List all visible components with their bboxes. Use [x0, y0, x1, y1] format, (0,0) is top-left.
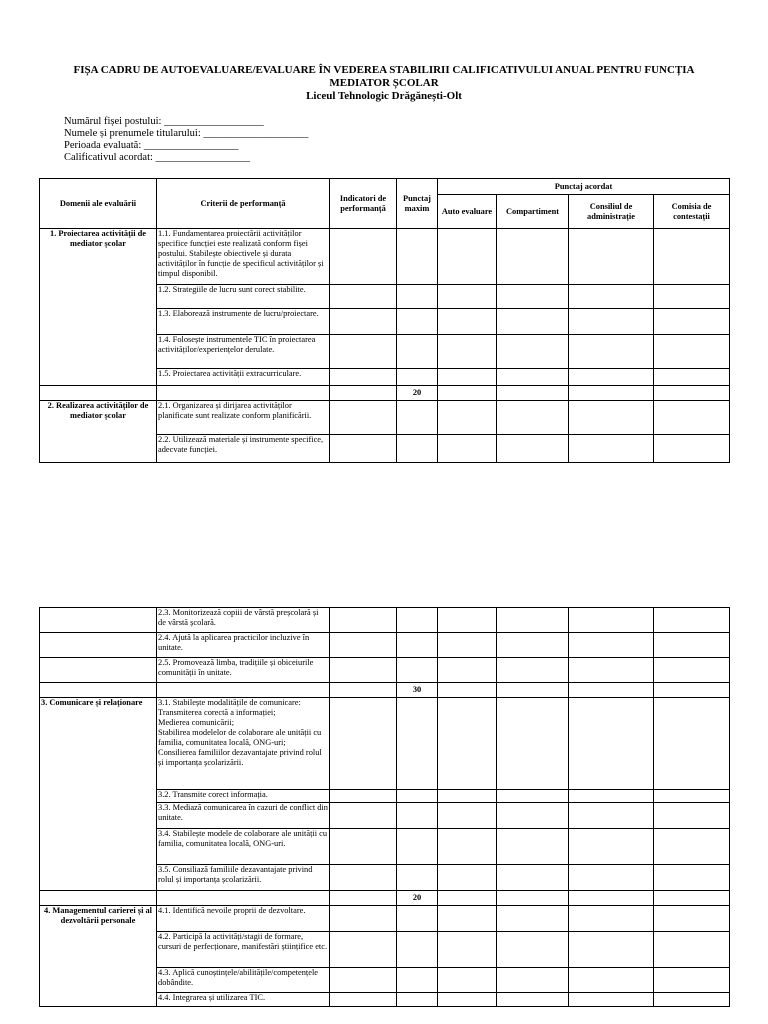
table-row: [40, 401, 730, 435]
criterion-2-3: 2.3. Monitorizează copiii de vârstă preșcolară și de vârstă școlară.: [157, 608, 330, 633]
subtotal-row: [40, 683, 730, 698]
table-row: [40, 229, 730, 285]
field-fisa-postului: Numărul fișei postului: ___________________: [64, 116, 264, 127]
header-comisia: Comisia de contestații: [654, 195, 730, 229]
header-compartiment: Compartiment: [497, 195, 569, 229]
criterion-3-3: 3.3. Mediază comunicarea în cazuri de conflict din unitate.: [157, 803, 330, 829]
criterion-2-2: 2.2. Utilizează materiale și instrumente specifice, adecvate funcției.: [157, 435, 330, 463]
criterion-2-4: 2.4. Ajută la aplicarea practicilor incluzive în unitate.: [157, 633, 330, 658]
evaluation-table-page-2: [39, 607, 730, 1007]
points-domain-2: 30: [397, 683, 438, 698]
criterion-3-2: 3.2. Transmite corect informația.: [157, 790, 330, 803]
domain-2: 2. Realizarea activităților de mediator școlar: [40, 401, 157, 463]
domain-1: 1. Proiectarea activității de mediator școlar: [40, 229, 157, 386]
title-line-2: MEDIATOR ȘCOLAR: [329, 77, 439, 89]
header-punctaj-acordat: Punctaj acordat: [438, 179, 730, 195]
criterion-1-5: 1.5. Proiectarea activității extracurriculare.: [157, 369, 330, 386]
criterion-1-1: 1.1. Fundamentarea proiectării activităților specifice funcției este realizată conform fișei postului. Stabilește obiectivele și durata activităților în funcție de specificul activităților și timpul disponibil.: [157, 229, 330, 285]
criterion-4-2: 4.2. Participă la activități/stagii de formare, cursuri de perfecționare, manifestări științifice etc.: [157, 932, 330, 968]
field-nume-titular: Numele și prenumele titularului: ____________________: [64, 128, 309, 139]
evaluation-table-page-1: [39, 178, 730, 463]
header-domenii: Domenii ale evaluării: [40, 179, 157, 229]
criterion-1-2: 1.2. Strategiile de lucru sunt corect stabilite.: [157, 285, 330, 309]
field-perioada: Perioada evaluată: __________________: [64, 140, 239, 151]
subtotal-row: [40, 891, 730, 906]
points-domain-3: 20: [397, 891, 438, 906]
header-punctaj-maxim: Punctaj maxim: [397, 179, 438, 229]
header-auto-evaluare: Auto evaluare: [438, 195, 497, 229]
domain-3: 3. Comunicare și relaționare: [40, 698, 157, 891]
criterion-4-3: 4.3. Aplică cunoștințele/abilitățile/competențele dobândite.: [157, 968, 330, 993]
title-line-1: FIȘA CADRU DE AUTOEVALUARE/EVALUARE ÎN VEDEREA STABILIRII CALIFICATIVULUI ANUAL PENTRU FUNCȚIA: [73, 64, 695, 76]
criterion-3-4: 3.4. Stabilește modele de colaborare ale unității cu familia, comunitatea locală, ONG-uri.: [157, 829, 330, 865]
field-calificativ: Calificativul acordat: __________________: [64, 152, 251, 163]
criterion-4-4: 4.4. Integrarea și utilizarea TIC.: [157, 993, 330, 1007]
header-indicatori: Indicatori de performanță: [330, 179, 397, 229]
criterion-2-1: 2.1. Organizarea și dirijarea activităților planificate sunt realizate conform planificării.: [157, 401, 330, 435]
points-domain-1: 20: [397, 386, 438, 401]
domain-4: 4. Managementul carierei și al dezvoltării personale: [40, 906, 157, 1007]
header-criterii: Criterii de performanță: [157, 179, 330, 229]
table-row: [40, 658, 730, 683]
title-line-3: Liceul Tehnologic Drăgănești-Olt: [306, 90, 462, 102]
table-row: [40, 633, 730, 658]
table-row: [40, 698, 730, 790]
criterion-1-4: 1.4. Folosește instrumentele TIC în proiectarea activităților/experiențelor derulate.: [157, 335, 330, 369]
criterion-3-5: 3.5. Consiliază familiile dezavantajate privind rolul și importanța școlarizării.: [157, 865, 330, 891]
criterion-3-1: 3.1. Stabilește modalitățile de comunicare: Transmiterea corectă a informației; Medierea comunicării; Stabilirea modelelor de colaborare ale unității cu familia, comunitatea locală, ONG-uri; Consilierea familiilor dezavantajate privind rolul și importanța școlarizării.: [157, 698, 330, 790]
header-consiliul: Consiliul de administrație: [569, 195, 654, 229]
criterion-1-3: 1.3. Elaborează instrumente de lucru/proiectare.: [157, 309, 330, 335]
table-row: [40, 906, 730, 932]
criterion-4-1: 4.1. Identifică nevoile proprii de dezvoltare.: [157, 906, 330, 932]
subtotal-row: [40, 386, 730, 401]
criterion-2-5: 2.5. Promovează limba, tradițiile și obiceiurile comunității în unitate.: [157, 658, 330, 683]
table-row: [40, 608, 730, 633]
